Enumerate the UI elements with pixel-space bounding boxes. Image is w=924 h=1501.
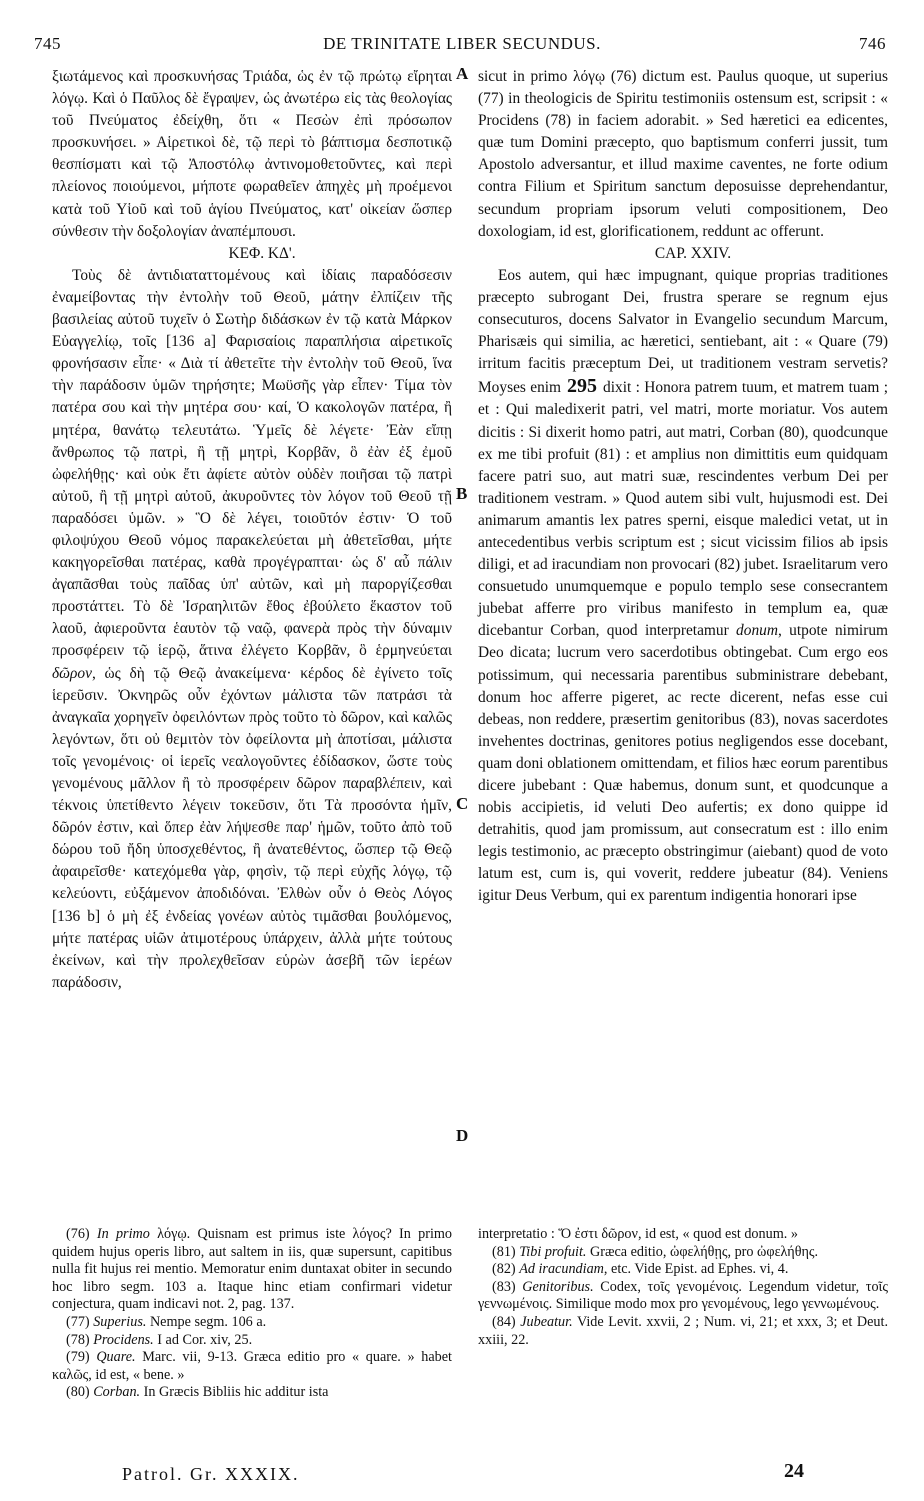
- latin-chapter-heading: CAP. XXIV.: [654, 244, 732, 262]
- page-number-right: 746: [859, 34, 886, 53]
- footnote-term: Genitoribus.: [522, 1278, 594, 1295]
- running-title: DE TRINITATE LIBER SECUNDUS.: [323, 34, 601, 53]
- greek-emphasis: δῶρον: [52, 664, 92, 682]
- footnote-label: (79): [66, 1349, 90, 1366]
- footnote-text: Marc. vii, 9-13. Græca editio pro « quare. » habet καλῶς, id est, « bene. »: [52, 1349, 452, 1383]
- latin-paragraph-2: [478, 265, 888, 908]
- column-number: 295: [567, 375, 598, 398]
- footnote-80: [52, 1384, 452, 1402]
- footnote-term: Corban.: [93, 1384, 141, 1401]
- greek-chapter-heading: ΚΕΦ. ΚΔ'.: [228, 244, 296, 262]
- page-header: [30, 34, 894, 58]
- latin-column: [478, 66, 888, 908]
- footnote-term: In primo: [96, 1226, 150, 1242]
- footnote-78: [52, 1332, 452, 1350]
- footnote-label: (81): [492, 1243, 516, 1260]
- footnotes-left: [52, 1226, 452, 1402]
- footnote-text: In Græcis Bibliis hic additur ista: [140, 1384, 329, 1401]
- margin-marker-b: B: [456, 484, 468, 503]
- greek-text-part-2: , ὡς δὴ τῷ Θεῷ ἀνακείμενα· κέρδος δὲ ἐγίνετο τοῖς ἱερεῦσιν. Ὀκνηρῶς οὖν ἐχόντων μάλιστα τῶν πατράσι τὰ ἀναγκαῖα χορηγεῖν ὀφειλόντων πρὸς τοῦτο τὸ δῶρον, καὶ καλῶς λεγόντων, ὅτι οὐ θεμιτὸν τὸν ὀφείλοντα μὴ ἀποτίσαι, μάλιστα τοῖς γενομένοις· οἱ ἱερεῖς νεαλογοῦντες ἐδίδασκον, ὥστε τοὺς γενομένους μᾶλλον ἢ τὸ προσφέρειν δῶρον παραβλέπειν, καὶ τέκνοις ὑπετίθεντο λέγειν τοκεῦσιν, ὅτι Τὰ προσόντα ἡμῖν, δῶρόν ἐστιν, καὶ ὅπερ ἐὰν λήψεσθε παρ' ἡμῶν, τοῦτο ἀπὸ τοῦ δώρου τοῦ ἤδη ὑποσχεθέντος, ἢ ἀνατεθέντος, ὥσπερ τῷ Θεῷ ἀφαιρεῖσθε· κατεχόμεθα γὰρ, φησὶν, τῷ περὶ εὐχῆς λόγῳ, τῷ κελεύοντι, εὐξάμενον ἀποδιδόναι. Ἐλθὼν οὖν ὁ Θεὸς Λόγος [136 b] ὁ μὴ ἐξ ἐνδείας γονέων αὐτὸς τιμᾶσθαι βουλόμενος, μήτε πατέρας υἱῶν ἀτιμοτέρους ὑπάρχειν, ἀλλὰ μήτε τούτους ἐκείνων, καὶ τὴν προλεχθεῖσαν εὑρὼν ἀσεβῆ τῶν ἱερέων παράδοσιν,: [52, 664, 452, 991]
- footnote-79: [52, 1349, 452, 1384]
- footnote-label: (82): [492, 1261, 516, 1278]
- footnote-term: Ad iracundiam: [519, 1261, 604, 1278]
- footnote-term: Superius.: [93, 1313, 147, 1330]
- footnote-80-continued: interpretatio : Ὅ ἐστι δῶρον, id est, « quod est donum. »: [478, 1226, 798, 1242]
- footnote-text: Græca editio, ὠφελήθῃς, pro ὠφελήθης.: [586, 1243, 819, 1260]
- greek-paragraph-2: [52, 265, 452, 994]
- footnote-77: [52, 1314, 452, 1332]
- series-footer: Patrol. Gr. XXXIX.: [122, 1464, 300, 1484]
- greek-paragraph-1: ξιωτάμενος καὶ προσκυνήσας Τριάδα, ὡς ἐν τῷ πρώτῳ εἴρηται λόγῳ. Καὶ ὁ Παῦλος δὲ ἔγραψεν, ὡς ἀνωτέρω εἰς τὰς θεολογίας τοῦ Πνεύματος ἐδείχθη, ὅτι « Πεσὼν ἐπὶ πρόσωπον προσκυνήσει. » Αἱρετικοὶ δὲ, τῷ περὶ τὸ βάπτισμα δεσποτικῷ θεσπίσματι καὶ τῷ Ἀποστόλῳ ἀντινομοθετοῦντες, καὶ περὶ πλείονος ποιούμενοι, μήποτε φωραθεῖεν ἀπηχὲς μὴ προέμενοι κατὰ τοῦ Υἱοῦ καὶ τοῦ ἁγίου Πνεύματος, κατ' οἰκείαν ὥσπερ σύνθεσιν τὴν δοξολογίαν ἀναπέμπουσι.: [52, 68, 452, 240]
- footnote-label: (78): [66, 1331, 90, 1348]
- footnote-text: λόγῳ. Quisnam est primus iste λόγος? In primo quidem hujus operis libro, aut saltem in iis, quæ supersunt, capitibus nulla fit hujus rei mentio. Memoratur enim duntaxat obiter in secundo hoc libro segm. 103 a. Itaque hinc etiam confirmari videtur conjectura, quam indicavi not. 2, pag. 137.: [52, 1226, 453, 1313]
- margin-marker-a: A: [456, 64, 469, 83]
- footnote-label: (83): [492, 1278, 516, 1295]
- margin-marker-d: D: [456, 1126, 469, 1145]
- latin-text-part-3: , utpote nimirum Deo dicata; lucrum vero sacerdotibus obtingebat. Cum ergo eos potissimum, qui necessaria parentibus subministrare debebant, donum hoc afferre pigeret, ac recte dicerent, nefas esse cui debeas, non reddere, præsertim genitoribus (83), novas sacerdotes invehentes doctrinas, genitores potius negligendos esse docebant, quam doni oblationem omittendam, et filios hæc eorum parentibus dicere jubebant : Quæ habemus, donum sunt, et quodcunque a nobis accipietis, id veluti Deo aufertis; ex dono quippe id detrahitis, quod jam promissum, aut consecratum est : illo enim legis testimonio, ac præcepto obstringimur (aiebant) quod de voto latum est, cum is, qui voverit, reddere jubeatur (84). Veniens igitur Deus Verbum, qui ex parentum indigentia honorari ipse: [478, 622, 888, 905]
- footnote-82: [478, 1261, 888, 1279]
- footnote-text: I ad Cor. xiv, 25.: [153, 1331, 253, 1348]
- footnote-83: [478, 1279, 888, 1314]
- latin-emphasis: donum: [736, 622, 778, 640]
- footnote-term: Quare.: [96, 1349, 136, 1366]
- footnotes-right: [478, 1226, 888, 1349]
- latin-paragraph-1: sicut in primo λόγῳ (76) dictum est. Paulus quoque, ut superius (77) in theologicis de Spiritu testimoniis ostensum est, scripsit : « Procidens (78) in faciem adorabit. » Sed hæretici ea edicentes, quæ tum Domini præcepto, quo baptismum conferri jussit, tum Apostolo adversantur, et illud maxime caventes, ne forte odium contra Filium et Spiritum sanctum deposuisse deprehendantur, secundum propriam ipsorum veluti compositionem, Deo doxologiam, id est, glorificationem, reddunt ac offerunt.: [478, 68, 888, 240]
- latin-text-part-1: Eos autem, qui hæc impugnant, quique proprias traditiones præcepto subrogant Dei, frustra sperare se regnum ejus consecuturos, docens Salvator in Evangelio secundum Marcum, Pharisæis qui similia, ac hæretici, sentiebant, ait : « Quare (79) irritum facitis præceptum Dei, ut traditionem vestram servetis? Moyses enim: [478, 266, 888, 397]
- footnote-text: , etc. Vide Epist. ad Ephes. vi, 4.: [603, 1261, 789, 1278]
- footnote-term: Procidens.: [93, 1331, 154, 1348]
- footnote-term: Tibi profuit.: [519, 1243, 587, 1260]
- footnote-label: (80): [66, 1384, 90, 1401]
- footnote-term: Jubeatur.: [520, 1313, 573, 1330]
- footnote-76: [52, 1226, 452, 1314]
- margin-marker-c: C: [456, 794, 469, 813]
- footnote-text: Vide Levit. xxvii, 2 ; Num. vi, 21; et xxx, 3; et Deut. xxiii, 22.: [478, 1313, 889, 1348]
- footnote-81: [478, 1244, 888, 1262]
- footnote-text: Codex, τοῖς γενομένοις. Legendum videtur, τοῖς γεννωμένοις. Similique modo mox pro γενομένους, lego γεννωμένους.: [478, 1278, 888, 1313]
- footnote-text: Nempe segm. 106 a.: [146, 1313, 267, 1330]
- footnote-label: (76): [66, 1226, 90, 1242]
- greek-column: [52, 66, 452, 994]
- footnote-label: (77): [66, 1313, 90, 1330]
- page-number-left: 745: [34, 34, 61, 53]
- footnote-84: [478, 1314, 888, 1349]
- greek-text-part-1: Τοὺς δὲ ἀντιδιαταττομένους καὶ ἰδίαις παραδόσεσιν ἐναμείβοντας τὴν ἐντολὴν τοῦ Θεοῦ, μάτην ἐλπίζειν τῆς βασιλείας αὐτοῦ τυχεῖν ὁ Σωτὴρ διδάσκων ἐν τῷ κατὰ Μάρκον Εὐαγγελίῳ, τοῖς [136 a] Φαρισαίοις παραπλήσια αἱρετικοῖς φρονήσασιν εἶπε· « Διὰ τί ἀθετεῖτε τὴν ἐντολὴν τοῦ Θεοῦ, ἵνα τὴν παράδοσιν ὑμῶν τηρήσητε; Μωϋσῆς γὰρ εἶπεν· Τίμα τὸν πατέρα σου καὶ τὴν μητέρα σου· καί, Ὁ κακολογῶν πατέρα, ἢ μητέρα, θανάτῳ τελευτάτω. Ὑμεῖς δὲ λέγετε· Ἐὰν εἴπῃ ἄνθρωπος τῷ πατρὶ, ἢ τῇ μητρὶ, Κορβᾶν, ὃ ἐὰν ἐξ ἐμοῦ ὠφελήθῃς· καὶ οὐκ ἔτι ἀφίετε αὐτὸν οὐδὲν ποιῆσαι τῷ πατρὶ αὐτοῦ, ἢ τῇ μητρὶ αὐτοῦ, ἀκυροῦντες τὸν λόγον τοῦ Θεοῦ τῇ παραδόσει ὑμῶν. » Ὃ δὲ λέγει, τοιοῦτόν ἐστιν· Ὁ τοῦ φιλοψύχου Θεοῦ νόμος παρακελεύεται μὴ ἀθετεῖσθαι, μήτε κακηγορεῖσθαι πατέρας, καθὰ προγέγραπται· ὡς δ' αὖ πάλιν ἀγαπᾶσθαι τοὺς παῖδας ὑπ' αὐτῶν, καὶ μὴ παροργίζεσθαι προστάττει. Τὸ δὲ Ἰσραηλιτῶν ἔθος ἐβούλετο ἕκαστον τοῦ λαοῦ, ἀφιεροῦντα ἑαυτὸν τῷ ναῷ, φανερὰ πρὸς τὴν δύναμιν προσφέρειν τῷ ἱερῷ, ἅτινα ἐλέγετο Κορβᾶν, ὃ ἑρμηνεύεται: [52, 266, 452, 660]
- footnote-label: (84): [492, 1313, 516, 1330]
- signature-mark: 24: [784, 1460, 804, 1482]
- latin-text-part-2: dixit : Honora patrem tuum, et matrem tuam ; et : Qui maledixerit patri, vel matri, morte moriatur. Vos autem dicitis : Si dixerit homo patri, aut matri, Corban (80), quodcunque ex me tibi profuit (81) : et amplius non dimittitis eum quidquam facere patri suo, aut matri suæ, rescindentes verbum Dei per traditionem vestram. » Quod autem sibi vult, hujusmodi est. Dei animarum amantis lex patres sperni, eisque maledici vetat, ut in antecedentibus verbis scriptum est ; sicut vicissim filios ab ipsis diligi, et ad iracundiam non provocari (82) jubet. Israelitarum vero consuetudo unumquemque e populo templo sese consecrantem jubebat afferre pro viribus manifesto in templum ea, quæ dicebantur Corban, quod interpretamur: [478, 379, 888, 640]
